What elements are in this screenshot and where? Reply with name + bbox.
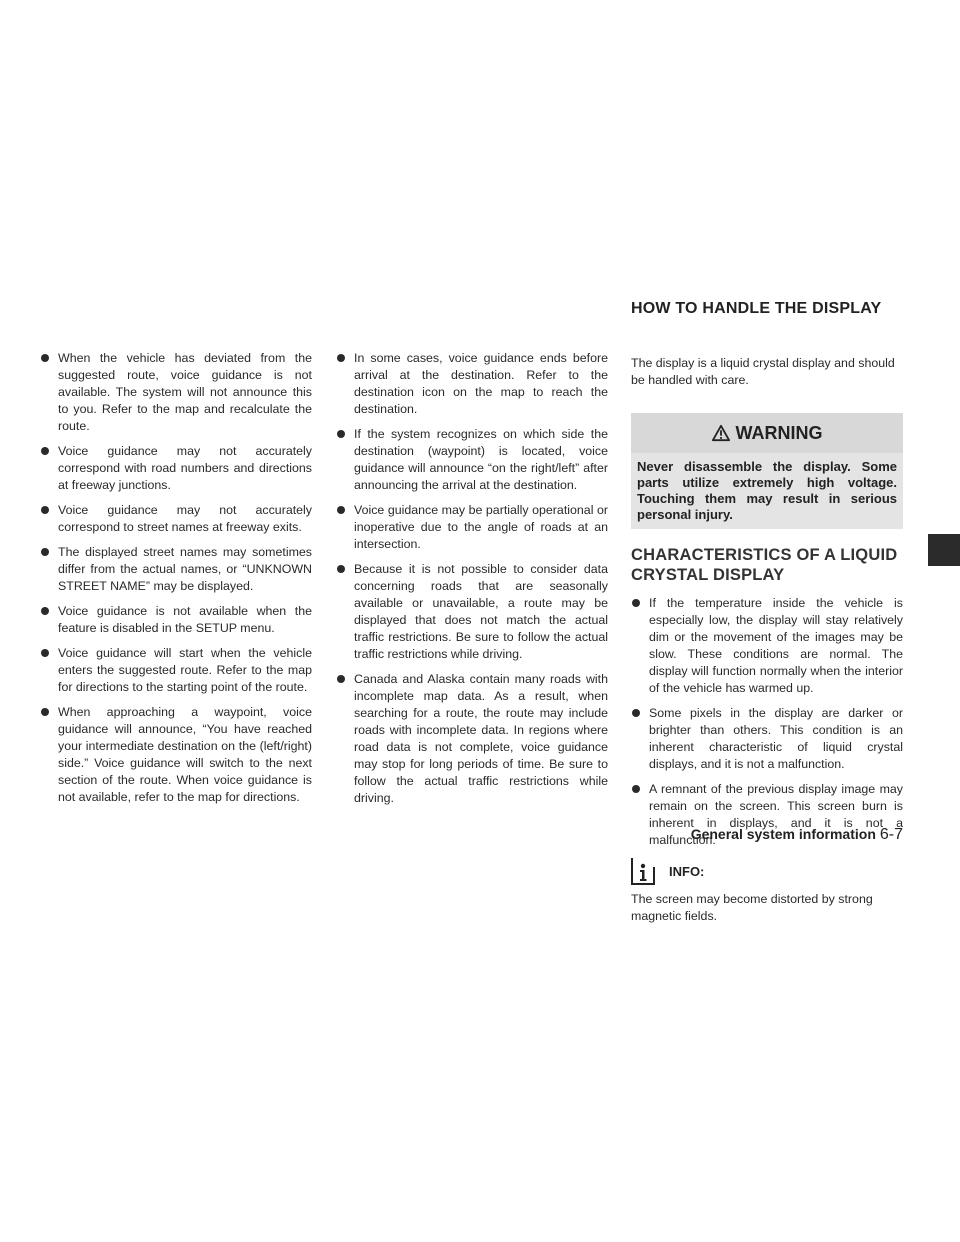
list-item-text: Voice guidance may not accurately correspond with road numbers and directions at freeway junctions. <box>58 444 312 492</box>
list-item-text: Voice guidance is not available when the feature is disabled in the SETUP menu. <box>58 604 312 635</box>
bullet-dot-icon <box>337 506 345 514</box>
bullet-dot-icon <box>41 607 49 615</box>
list-item-text: Voice guidance may not accurately correspond to street names at freeway exits. <box>58 503 312 534</box>
list-item <box>336 502 608 553</box>
list-item-text: In some cases, voice guidance ends before arrival at the destination. Refer to the destination icon on the map to reach the destination. <box>354 351 608 416</box>
chapter-tab-marker <box>928 534 960 566</box>
list-item <box>631 705 903 773</box>
warning-box <box>631 413 903 529</box>
list-item-text: When approaching a waypoint, voice guidance will announce, “You have reached your intermediate destination on the (left/right) side.” Voice guidance will switch to the next section of the route. When voice guidance is not available, refer to the map for directions. <box>58 705 312 804</box>
info-text: The screen may become distorted by strong magnetic fields. <box>631 892 873 923</box>
column-left <box>40 350 312 814</box>
list-item <box>631 595 903 697</box>
bullet-list <box>40 350 312 806</box>
list-item <box>40 603 312 637</box>
column-middle <box>336 350 608 815</box>
list-item <box>336 426 608 494</box>
bullet-dot-icon <box>41 506 49 514</box>
list-item <box>40 645 312 696</box>
list-item <box>40 704 312 806</box>
bullet-list <box>336 350 608 807</box>
info-header <box>631 857 903 885</box>
bullet-dot-icon <box>337 675 345 683</box>
list-item <box>336 561 608 663</box>
bullet-dot-icon <box>41 649 49 657</box>
list-item-text: Some pixels in the display are darker or brighter than others. This condition is an inherent characteristic of liquid crystal displays, and it is not a malfunction. <box>649 706 903 771</box>
warning-title: WARNING <box>735 422 823 443</box>
bullet-dot-icon <box>337 565 345 573</box>
bullet-dot-icon <box>41 548 49 556</box>
section-title: HOW TO HANDLE THE DISPLAY <box>631 300 882 317</box>
bullet-dot-icon <box>337 354 345 362</box>
list-item-text: When the vehicle has deviated from the suggested route, voice guidance is not available. The system will not announce this to you. Refer to the map and recalculate the route. <box>58 351 312 433</box>
page-footer <box>631 826 903 844</box>
bullet-dot-icon <box>41 447 49 455</box>
subheading: CHARACTERISTICS OF A LIQUID CRYSTAL DISPLAY <box>631 546 898 584</box>
bullet-list <box>631 595 903 849</box>
list-item <box>40 502 312 536</box>
list-item-text: Because it is not possible to consider data concerning roads that are seasonally available or unavailable, a route may be displayed that does not match the actual traffic restrictions. Be sure to follow the actual traffic restrictions while driving. <box>354 562 608 661</box>
info-label: INFO: <box>669 863 705 879</box>
warning-text: Never disassemble the display. Some parts utilize extremely high voltage. Touching them may result in serious personal injury. <box>637 459 897 522</box>
list-item <box>40 544 312 595</box>
warning-header <box>631 413 903 453</box>
info-icon <box>631 857 655 885</box>
bullet-dot-icon <box>41 708 49 716</box>
list-item-text: If the system recognizes on which side the destination (waypoint) is located, voice guidance will announce “on the right/left” after announcing the arrival at the destination. <box>354 427 608 492</box>
list-item-text: Voice guidance will start when the vehicle enters the suggested route. Refer to the map for directions to the starting point of the route. <box>58 646 312 694</box>
list-item-text: A remnant of the previous display image may remain on the screen. This screen burn is inherent in displays, and it is not a malfunction. <box>649 782 903 847</box>
intro-paragraph: The display is a liquid crystal display and should be handled with care. <box>631 356 895 387</box>
list-item <box>336 350 608 418</box>
list-item <box>40 350 312 435</box>
bullet-dot-icon <box>632 599 640 607</box>
list-item <box>336 671 608 807</box>
bullet-dot-icon <box>632 785 640 793</box>
list-item-text: If the temperature inside the vehicle is especially low, the display will stay relatively dim or the movement of the images may be slow. These conditions are normal. The display will function normally when the interior of the vehicle has warmed up. <box>649 596 903 695</box>
bullet-dot-icon <box>337 430 345 438</box>
list-item <box>40 443 312 494</box>
list-item-text: Voice guidance may be partially operational or inoperative due to the angle of roads at an intersection. <box>354 503 608 551</box>
bullet-dot-icon <box>632 709 640 717</box>
list-item-text: The displayed street names may sometimes differ from the actual names, or “UNKNOWN STREET NAME” may be displayed. <box>58 545 312 593</box>
list-item-text: Canada and Alaska contain many roads with incomplete map data. As a result, when searching for a route, the route may include roads with incomplete data. In regions where road data is not complete, voice guidance may stop for long periods of time. Be sure to follow the actual traffic restrictions while driving. <box>354 672 608 805</box>
warning-triangle-icon <box>712 424 730 442</box>
chapter-title: General system information <box>690 826 876 842</box>
page-number: 6-7 <box>879 826 903 843</box>
bullet-dot-icon <box>41 354 49 362</box>
